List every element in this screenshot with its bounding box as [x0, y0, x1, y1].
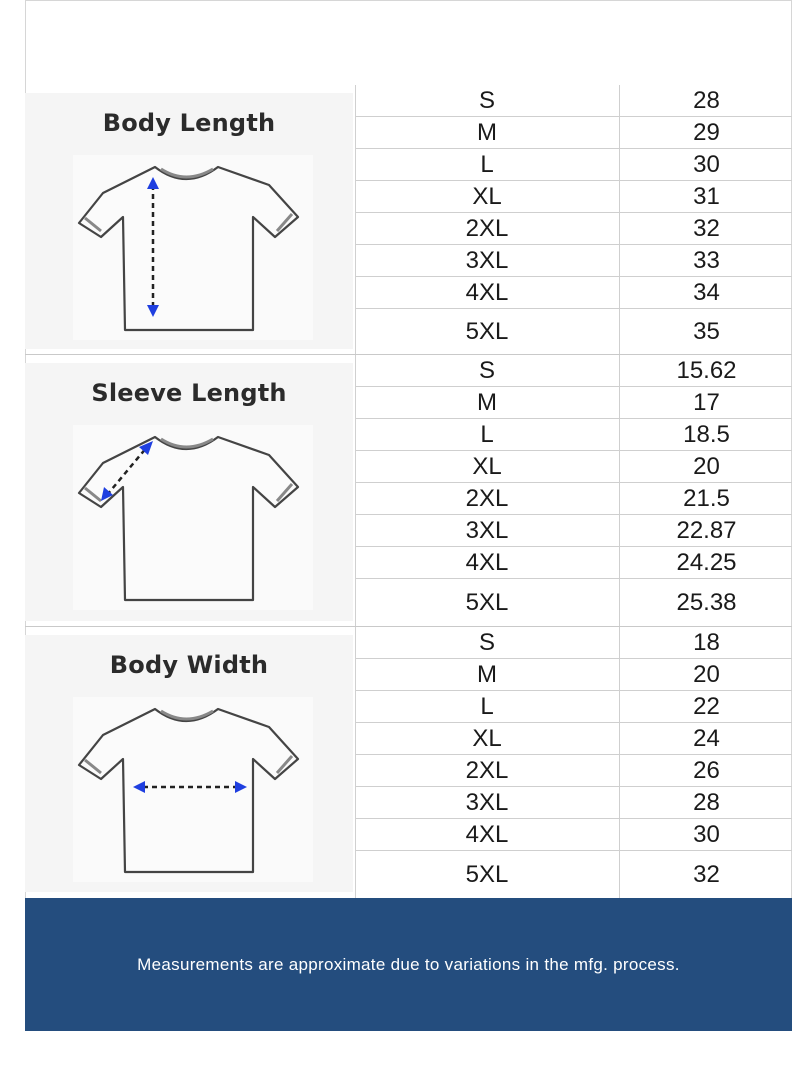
- size-cell: 4XL: [465, 548, 509, 576]
- size-cell: 2XL: [465, 484, 509, 512]
- value-cell: 32: [619, 213, 793, 244]
- size-cell: 5XL: [465, 318, 509, 345]
- section-title: Sleeve Length: [91, 379, 287, 407]
- value-cell: 29: [619, 117, 793, 148]
- size-cell: M: [477, 118, 497, 146]
- table-row: [356, 787, 792, 819]
- value-cell: 20: [619, 451, 793, 482]
- value-cell: 20: [619, 659, 793, 690]
- section-body-length: [25, 85, 792, 355]
- size-cell: 2XL: [465, 756, 509, 784]
- size-cell: M: [477, 660, 497, 688]
- table-row: [356, 117, 792, 149]
- size-cell: 4XL: [465, 278, 509, 306]
- size-cell: M: [477, 388, 497, 416]
- table-row: [356, 355, 792, 387]
- value-cell: 22: [619, 691, 793, 722]
- value-cell: 21.5: [619, 483, 793, 514]
- value-cell: 17: [619, 387, 793, 418]
- table-row: [356, 723, 792, 755]
- table-row: [356, 515, 792, 547]
- size-cell: 5XL: [465, 860, 509, 888]
- size-cell: L: [480, 150, 494, 178]
- table-row: [356, 277, 792, 309]
- tshirt-sleeve-length-icon: [73, 425, 313, 610]
- size-cell: S: [478, 628, 495, 656]
- table-row: [356, 419, 792, 451]
- size-cell: 3XL: [465, 516, 509, 544]
- size-cell: 3XL: [465, 788, 509, 816]
- table-row: [356, 149, 792, 181]
- table-row: [356, 245, 792, 277]
- footer-note: Measurements are approximate due to variations in the mfg. process.: [137, 954, 680, 974]
- tshirt-body-width-icon: [73, 697, 313, 882]
- value-cell: 24.25: [619, 547, 793, 578]
- value-cell: 18: [619, 627, 793, 658]
- table-row: [356, 213, 792, 245]
- value-cell: 31: [619, 181, 793, 212]
- table-row: [356, 309, 792, 355]
- size-cell: XL: [472, 452, 502, 480]
- value-cell: 15.62: [619, 355, 793, 386]
- value-cell: 35: [619, 309, 793, 355]
- value-cell: 30: [619, 149, 793, 180]
- value-cell: 26: [619, 755, 793, 786]
- value-cell: 34: [619, 277, 793, 308]
- section-title: Body Length: [102, 109, 276, 137]
- table-row: [356, 181, 792, 213]
- sleeve-length-table: [356, 355, 792, 627]
- table-row: [356, 85, 792, 117]
- section-sleeve-length: [25, 355, 792, 627]
- value-cell: 28: [619, 787, 793, 818]
- table-row: [356, 755, 792, 787]
- table-row: [356, 691, 792, 723]
- table-row: [356, 851, 792, 898]
- table-row: [356, 547, 792, 579]
- size-cell: L: [480, 692, 494, 720]
- section-title: Body Width: [109, 651, 269, 679]
- table-row: [356, 483, 792, 515]
- value-cell: 32: [619, 851, 793, 898]
- size-cell: 4XL: [465, 820, 509, 848]
- table-row: [356, 627, 792, 659]
- value-cell: 33: [619, 245, 793, 276]
- tshirt-body-length-icon: [73, 155, 313, 340]
- sleeve-length-illustration: [25, 363, 353, 621]
- size-cell: 3XL: [465, 246, 509, 274]
- size-cell: XL: [472, 724, 502, 752]
- table-row: [356, 819, 792, 851]
- size-cell: 5XL: [465, 589, 509, 616]
- table-row: [356, 451, 792, 483]
- value-cell: 24: [619, 723, 793, 754]
- footer-banner: [25, 898, 792, 1031]
- value-cell: 22.87: [619, 515, 793, 546]
- table-row: [356, 659, 792, 691]
- size-cell: S: [478, 356, 495, 384]
- value-cell: 25.38: [619, 579, 793, 627]
- size-cell: XL: [472, 182, 502, 210]
- size-cell: S: [478, 86, 495, 114]
- value-cell: 28: [619, 85, 793, 116]
- body-width-illustration: [25, 635, 353, 892]
- value-cell: 18.5: [619, 419, 793, 450]
- table-row: [356, 579, 792, 627]
- value-cell: 30: [619, 819, 793, 850]
- body-length-table: [356, 85, 792, 355]
- body-length-illustration: [25, 93, 353, 349]
- section-body-width: [25, 627, 792, 898]
- size-cell: L: [480, 420, 494, 448]
- size-cell: 2XL: [465, 214, 509, 242]
- table-row: [356, 387, 792, 419]
- body-width-table: [356, 627, 792, 898]
